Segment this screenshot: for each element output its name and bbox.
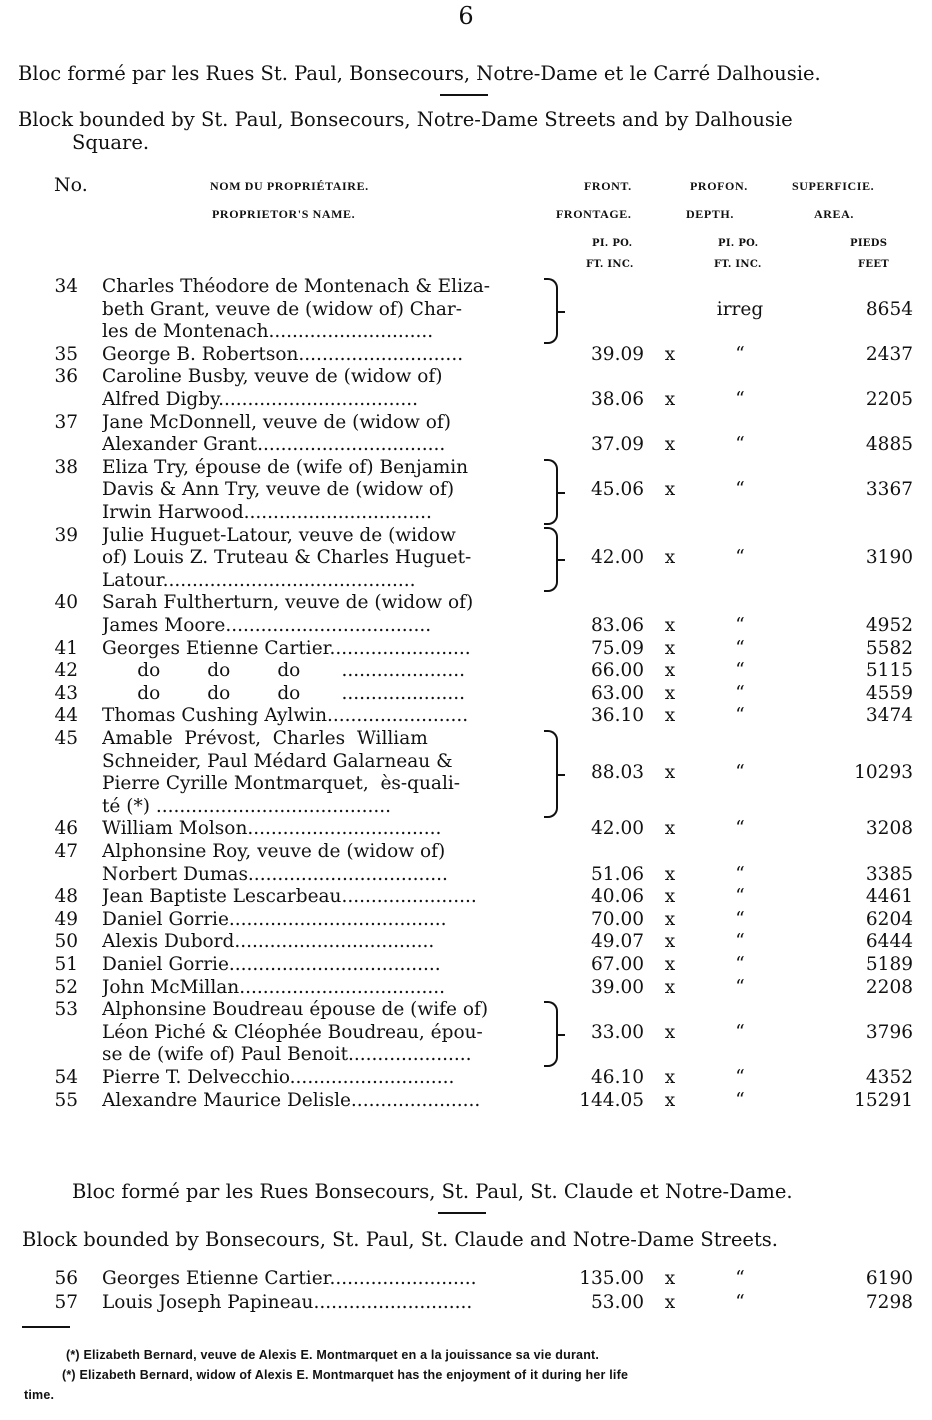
depth-value: “ bbox=[735, 682, 745, 704]
header-name-en: PROPRIETOR'S NAME. bbox=[212, 207, 356, 221]
area-value: 4352 bbox=[865, 1067, 913, 1088]
values-row bbox=[0, 344, 932, 366]
values-row bbox=[0, 762, 932, 784]
name-line-row bbox=[0, 796, 932, 818]
depth-value: “ bbox=[735, 637, 745, 659]
values-row bbox=[0, 547, 932, 569]
area-value: 3208 bbox=[865, 818, 913, 840]
depth-value: “ bbox=[735, 1067, 745, 1088]
row-number: 43 bbox=[54, 682, 78, 704]
row-number: 53 bbox=[54, 999, 78, 1021]
depth-value: “ bbox=[735, 547, 745, 569]
row-number: 36 bbox=[54, 366, 78, 388]
times-mark: x bbox=[664, 705, 676, 727]
proprietor-name: William Molson................................. bbox=[102, 818, 442, 840]
frontage-value: 70.00 bbox=[591, 908, 644, 930]
times-mark: x bbox=[664, 682, 676, 704]
proprietor-name: Alexis Dubord.................................. bbox=[102, 931, 435, 953]
proprietor-name: beth Grant, veuve de (widow of) Char- bbox=[102, 298, 462, 320]
values-row bbox=[0, 1292, 932, 1314]
values-row bbox=[0, 683, 932, 705]
proprietor-name: Alphonsine Roy, veuve de (widow of) bbox=[102, 841, 446, 862]
name-line-row bbox=[0, 412, 932, 434]
name-line-row bbox=[0, 841, 932, 863]
times-mark: x bbox=[664, 1067, 676, 1088]
block2-title-fr: Bloc formé par les Rues Bonsecours, St. Paul, St. Claude et Notre-Dame. bbox=[72, 1180, 793, 1203]
name-line-row bbox=[0, 366, 932, 388]
times-mark: x bbox=[664, 761, 676, 783]
depth-value: “ bbox=[735, 479, 745, 501]
footnote-en-line2: time. bbox=[24, 1388, 55, 1402]
page-number: 6 bbox=[458, 2, 474, 30]
values-row bbox=[0, 977, 932, 999]
name-line-row bbox=[0, 592, 932, 614]
area-value: 2205 bbox=[865, 389, 913, 410]
row-number: 57 bbox=[54, 1292, 78, 1313]
times-mark: x bbox=[664, 976, 676, 998]
proprietor-name: Daniel Gorrie..................................... bbox=[102, 908, 447, 930]
proprietor-name: Norbert Dumas.................................. bbox=[102, 863, 448, 885]
times-mark: x bbox=[664, 931, 676, 953]
footnote-divider bbox=[22, 1326, 70, 1328]
bracket-brace bbox=[544, 278, 558, 344]
frontage-value: 135.00 bbox=[579, 1268, 644, 1289]
proprietor-name: Davis & Ann Try, veuve de (widow of) bbox=[102, 479, 455, 501]
row-number: 34 bbox=[54, 276, 78, 297]
footnote-en-line1: (*) Elizabeth Bernard, widow of Alexis E. Montmarquet has the enjoyment of it during her life bbox=[62, 1368, 629, 1382]
proprietor-name: James Moore................................... bbox=[102, 615, 432, 636]
frontage-value: 33.00 bbox=[591, 1021, 644, 1043]
header-area-unit2: FEET bbox=[858, 259, 889, 270]
depth-value: “ bbox=[735, 886, 745, 908]
name-line-row bbox=[0, 502, 932, 524]
frontage-value: 42.00 bbox=[591, 818, 644, 840]
area-value: 2437 bbox=[865, 343, 913, 365]
name-line-row bbox=[0, 1044, 932, 1066]
area-value: 6190 bbox=[865, 1268, 913, 1289]
block2-title-divider bbox=[438, 1212, 486, 1214]
depth-value: “ bbox=[735, 954, 745, 975]
times-mark: x bbox=[664, 479, 676, 501]
values-row bbox=[0, 434, 932, 456]
row-number: 51 bbox=[54, 954, 78, 975]
proprietor-name: Alphonsine Boudreau épouse de (wife of) bbox=[102, 999, 489, 1021]
row-number: 42 bbox=[54, 660, 78, 682]
frontage-value: 67.00 bbox=[591, 954, 644, 975]
row-number: 41 bbox=[54, 637, 78, 659]
block1-title-divider bbox=[440, 94, 488, 96]
times-mark: x bbox=[664, 547, 676, 569]
row-number: 46 bbox=[54, 818, 78, 840]
proprietor-name: Schneider, Paul Médard Galarneau & bbox=[102, 750, 453, 772]
proprietor-name: Georges Etienne Cartier......................... bbox=[102, 1268, 477, 1289]
values-row bbox=[0, 886, 932, 908]
depth-value: “ bbox=[735, 1021, 745, 1043]
proprietor-name: Jane McDonnell, veuve de (widow of) bbox=[102, 411, 451, 433]
area-value: 15291 bbox=[854, 1089, 913, 1111]
area-value: 4952 bbox=[865, 615, 913, 636]
row-number: 54 bbox=[54, 1067, 78, 1088]
area-value: 6204 bbox=[865, 908, 913, 930]
values-row bbox=[0, 638, 932, 660]
bracket-brace bbox=[544, 730, 558, 818]
frontage-value: 53.00 bbox=[591, 1292, 644, 1313]
area-value: 5189 bbox=[865, 954, 913, 975]
frontage-value: 45.06 bbox=[591, 479, 644, 501]
depth-value: irreg bbox=[716, 298, 764, 320]
proprietor-name: John McMillan................................... bbox=[102, 976, 446, 998]
header-area-en: AREA. bbox=[814, 207, 855, 221]
frontage-value: 88.03 bbox=[591, 761, 644, 783]
times-mark: x bbox=[664, 908, 676, 930]
values-row bbox=[0, 389, 932, 411]
row-number: 39 bbox=[54, 524, 78, 546]
proprietor-name: Daniel Gorrie.................................... bbox=[102, 954, 441, 975]
area-value: 10293 bbox=[854, 761, 913, 783]
times-mark: x bbox=[664, 886, 676, 908]
proprietor-name: Charles Théodore de Montenach & Eliza- bbox=[102, 276, 491, 297]
frontage-value: 49.07 bbox=[591, 931, 644, 953]
frontage-value: 38.06 bbox=[591, 389, 644, 410]
bracket-brace bbox=[544, 459, 558, 525]
values-row bbox=[0, 299, 932, 321]
area-value: 3796 bbox=[865, 1021, 913, 1043]
proprietor-name: Alexander Grant................................ bbox=[102, 434, 446, 456]
proprietor-name: Caroline Busby, veuve de (widow of) bbox=[102, 366, 443, 388]
proprietor-name: Eliza Try, épouse de (wife of) Benjamin bbox=[102, 456, 469, 478]
values-row bbox=[0, 931, 932, 953]
depth-value: “ bbox=[735, 1268, 745, 1289]
frontage-value: 66.00 bbox=[591, 660, 644, 682]
depth-value: “ bbox=[735, 908, 745, 930]
area-value: 3367 bbox=[865, 479, 913, 501]
proprietor-name: les de Montenach............................ bbox=[102, 321, 434, 343]
row-number: 38 bbox=[54, 456, 78, 478]
depth-value: “ bbox=[735, 818, 745, 840]
frontage-value: 75.09 bbox=[591, 637, 644, 659]
header-name-fr: NOM DU PROPRIÉTAIRE. bbox=[210, 179, 369, 193]
depth-value: “ bbox=[735, 343, 745, 365]
proprietor-name: Léon Piché & Cléophée Boudreau, épou- bbox=[102, 1021, 483, 1043]
proprietor-name: George B. Robertson............................ bbox=[102, 343, 464, 365]
row-number: 44 bbox=[54, 705, 78, 727]
proprietor-name: Alfred Digby.................................. bbox=[102, 389, 419, 410]
row-number: 52 bbox=[54, 976, 78, 998]
area-value: 4559 bbox=[865, 682, 913, 704]
depth-value: “ bbox=[735, 1292, 745, 1313]
proprietor-name: Irwin Harwood................................ bbox=[102, 502, 432, 523]
depth-value: “ bbox=[735, 434, 745, 456]
depth-value: “ bbox=[735, 615, 745, 636]
area-value: 5115 bbox=[865, 660, 913, 682]
block1-title-fr: Bloc formé par les Rues St. Paul, Bonsecours, Notre-Dame et le Carré Dalhousie. bbox=[18, 62, 821, 85]
times-mark: x bbox=[664, 615, 676, 636]
times-mark: x bbox=[664, 818, 676, 840]
depth-value: “ bbox=[735, 761, 745, 783]
name-line-row bbox=[0, 525, 932, 547]
proprietor-name: Sarah Fultherturn, veuve de (widow of) bbox=[102, 592, 474, 614]
area-value: 3385 bbox=[865, 863, 913, 885]
name-line-row bbox=[0, 457, 932, 479]
row-number: 35 bbox=[54, 343, 78, 365]
values-row bbox=[0, 705, 932, 727]
area-value: 5582 bbox=[865, 637, 913, 659]
frontage-value: 144.05 bbox=[579, 1089, 644, 1111]
block1-title-en-line1: Block bounded by St. Paul, Bonsecours, Notre-Dame Streets and by Dalhousie bbox=[18, 108, 793, 131]
times-mark: x bbox=[664, 434, 676, 456]
values-row bbox=[0, 864, 932, 886]
values-row bbox=[0, 1067, 932, 1089]
row-number: 47 bbox=[54, 841, 78, 862]
times-mark: x bbox=[664, 954, 676, 975]
name-line-row bbox=[0, 999, 932, 1021]
times-mark: x bbox=[664, 389, 676, 410]
frontage-value: 37.09 bbox=[591, 434, 644, 456]
header-front-unit1: PI. PO. bbox=[592, 238, 633, 249]
depth-value: “ bbox=[735, 705, 745, 727]
proprietor-name: Latour........................................... bbox=[102, 569, 416, 591]
row-number: 45 bbox=[54, 728, 78, 749]
times-mark: x bbox=[664, 343, 676, 365]
row-number: 56 bbox=[54, 1268, 78, 1289]
frontage-value: 39.09 bbox=[591, 343, 644, 365]
values-row bbox=[0, 1090, 932, 1112]
area-value: 3190 bbox=[865, 547, 913, 569]
frontage-value: 83.06 bbox=[591, 615, 644, 636]
header-area-unit1: PIEDS bbox=[850, 238, 888, 249]
proprietor-name: Thomas Cushing Aylwin........................ bbox=[102, 705, 469, 727]
row-number: 50 bbox=[54, 931, 78, 953]
row-number: 40 bbox=[54, 592, 78, 614]
times-mark: x bbox=[664, 1292, 676, 1313]
area-value: 3474 bbox=[865, 705, 913, 727]
proprietor-name: Pierre Cyrille Montmarquet, ès-quali- bbox=[102, 773, 461, 795]
block2-title-en: Block bounded by Bonsecours, St. Paul, St. Claude and Notre-Dame Streets. bbox=[22, 1228, 778, 1251]
area-value: 2208 bbox=[865, 976, 913, 998]
area-value: 4885 bbox=[865, 434, 913, 456]
values-row bbox=[0, 954, 932, 976]
frontage-value: 63.00 bbox=[591, 682, 644, 704]
proprietor-name: Pierre T. Delvecchio............................ bbox=[102, 1067, 455, 1088]
header-depth-unit2: FT. INC. bbox=[714, 259, 762, 270]
header-depth-en: DEPTH. bbox=[686, 207, 734, 221]
frontage-value: 42.00 bbox=[591, 547, 644, 569]
row-number: 49 bbox=[54, 908, 78, 930]
proprietor-name: Georges Etienne Cartier........................ bbox=[102, 637, 471, 659]
block1-title-en-line2: Square. bbox=[72, 131, 150, 154]
values-row bbox=[0, 615, 932, 637]
name-line-row bbox=[0, 276, 932, 298]
proprietor-name: se de (wife of) Paul Benoit..................... bbox=[102, 1044, 472, 1066]
values-row bbox=[0, 660, 932, 682]
frontage-value: 40.06 bbox=[591, 886, 644, 908]
frontage-value: 46.10 bbox=[591, 1067, 644, 1088]
header-front-en: FRONTAGE. bbox=[556, 207, 632, 221]
values-row bbox=[0, 1022, 932, 1044]
depth-value: “ bbox=[735, 389, 745, 410]
header-front-fr: FRONT. bbox=[584, 179, 632, 193]
row-number: 55 bbox=[54, 1089, 78, 1111]
frontage-value: 39.00 bbox=[591, 976, 644, 998]
depth-value: “ bbox=[735, 976, 745, 998]
area-value: 6444 bbox=[865, 931, 913, 953]
depth-value: “ bbox=[735, 1089, 745, 1111]
row-number: 48 bbox=[54, 886, 78, 908]
name-line-row bbox=[0, 321, 932, 343]
area-value: 8654 bbox=[865, 298, 913, 320]
depth-value: “ bbox=[735, 863, 745, 885]
proprietor-name: of) Louis Z. Truteau & Charles Huguet- bbox=[102, 547, 472, 569]
times-mark: x bbox=[664, 1021, 676, 1043]
times-mark: x bbox=[664, 863, 676, 885]
times-mark: x bbox=[664, 1089, 676, 1111]
area-value: 4461 bbox=[865, 886, 913, 908]
depth-value: “ bbox=[735, 931, 745, 953]
times-mark: x bbox=[664, 637, 676, 659]
frontage-value: 51.06 bbox=[591, 863, 644, 885]
proprietor-name: té (*) ........................................ bbox=[102, 795, 392, 817]
proprietor-name: Jean Baptiste Lescarbeau....................... bbox=[102, 886, 477, 908]
proprietor-name: do do do ..................... bbox=[102, 682, 465, 704]
proprietor-name: Julie Huguet-Latour, veuve de (widow bbox=[102, 524, 456, 546]
row-number: 37 bbox=[54, 411, 78, 433]
header-area-fr: SUPERFICIE. bbox=[792, 179, 875, 193]
footnote-fr: (*) Elizabeth Bernard, veuve de Alexis E. Montmarquet en a la jouissance sa vie durant. bbox=[66, 1348, 600, 1362]
frontage-value: 36.10 bbox=[591, 705, 644, 727]
header-no: No. bbox=[54, 174, 88, 196]
depth-value: “ bbox=[735, 660, 745, 682]
values-row bbox=[0, 818, 932, 840]
proprietor-name: Louis Joseph Papineau........................... bbox=[102, 1292, 473, 1313]
times-mark: x bbox=[664, 660, 676, 682]
values-row bbox=[0, 1268, 932, 1290]
bracket-brace bbox=[544, 1001, 558, 1067]
bracket-brace bbox=[544, 527, 558, 593]
header-depth-unit1: PI. PO. bbox=[718, 238, 759, 249]
proprietor-name: Alexandre Maurice Delisle...................... bbox=[102, 1089, 481, 1111]
times-mark: x bbox=[664, 1268, 676, 1289]
proprietor-name: Amable Prévost, Charles William bbox=[102, 728, 428, 749]
header-front-unit2: FT. INC. bbox=[586, 259, 634, 270]
name-line-row bbox=[0, 728, 932, 750]
name-line-row bbox=[0, 570, 932, 592]
header-depth-fr: PROFON. bbox=[690, 179, 748, 193]
area-value: 7298 bbox=[865, 1292, 913, 1313]
values-row bbox=[0, 909, 932, 931]
proprietor-name: do do do ..................... bbox=[102, 660, 465, 682]
values-row bbox=[0, 479, 932, 501]
